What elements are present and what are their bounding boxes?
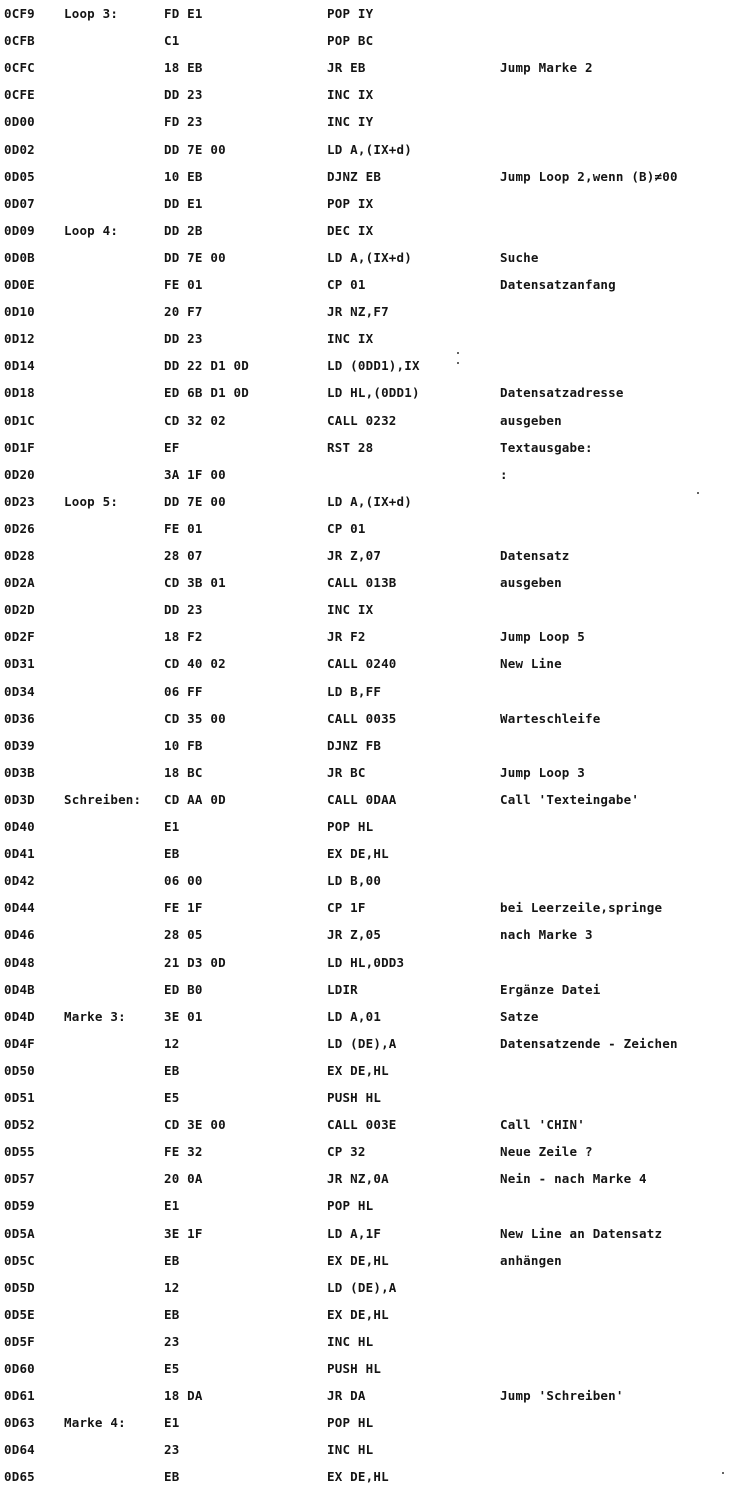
line-address: 0D5F <box>4 1333 35 1349</box>
line-mnemonic: JR EB <box>327 60 366 76</box>
line-mnemonic: INC IX <box>327 602 374 618</box>
line-mnemonic: POP HL <box>327 1198 374 1214</box>
line-address: 0D5E <box>4 1306 35 1322</box>
listing-row <box>0 1086 739 1110</box>
line-comment: : <box>500 466 508 482</box>
line-address: 0D65 <box>4 1469 35 1485</box>
line-opcode-bytes: 28 07 <box>164 548 203 563</box>
line-mnemonic: LD A,(IX+d) <box>327 493 412 509</box>
line-address: 0D5A <box>4 1225 35 1241</box>
line-address: 0D0B <box>4 249 35 265</box>
line-mnemonic: EX DE,HL <box>327 1469 389 1485</box>
line-address: 0D23 <box>4 493 35 509</box>
listing-row <box>0 56 739 80</box>
line-opcode-bytes: EB <box>164 1252 180 1268</box>
line-label: Schreiben: <box>64 791 142 807</box>
line-comment: New Line an Datensatz <box>500 1225 663 1241</box>
line-mnemonic: LD (0DD1),IX <box>327 358 420 374</box>
line-opcode-bytes: 10 FB <box>164 737 203 753</box>
listing-row <box>0 544 739 568</box>
line-opcode-bytes: FE 1F <box>164 900 203 916</box>
line-mnemonic: JR BC <box>327 764 366 780</box>
listing-row <box>0 219 739 243</box>
listing-row <box>0 83 739 107</box>
line-opcode-bytes: DD 7E 00 <box>164 493 226 509</box>
listing-row <box>0 1465 739 1489</box>
line-mnemonic: POP IX <box>327 195 374 211</box>
listing-row <box>0 1330 739 1354</box>
listing-row <box>0 273 739 297</box>
listing-row <box>0 381 739 405</box>
line-mnemonic: JR F2 <box>327 629 366 645</box>
line-opcode-bytes: 12 <box>164 1279 180 1295</box>
line-address: 0D61 <box>4 1388 35 1404</box>
line-opcode-bytes: EB <box>164 1469 180 1485</box>
line-address: 0D1F <box>4 439 35 455</box>
line-mnemonic: INC IX <box>327 87 374 103</box>
line-opcode-bytes: DD 2B <box>164 222 203 238</box>
listing-row <box>0 192 739 216</box>
listing-row <box>0 951 739 975</box>
listing-row <box>0 246 739 270</box>
line-comment: Datensatzende - Zeichen <box>500 1035 678 1051</box>
line-opcode-bytes: 3A 1F 00 <box>164 466 226 482</box>
line-opcode-bytes: 18 DA <box>164 1388 203 1404</box>
line-mnemonic: INC IY <box>327 114 374 130</box>
line-opcode-bytes: DD 23 <box>164 331 203 347</box>
listing-row <box>0 598 739 622</box>
line-address: 0D46 <box>4 927 35 943</box>
line-mnemonic: POP HL <box>327 819 374 834</box>
line-address: 0D2A <box>4 575 35 591</box>
line-mnemonic: JR Z,07 <box>327 548 382 563</box>
line-mnemonic: JR NZ,F7 <box>327 304 389 320</box>
line-mnemonic: CP 01 <box>327 520 366 536</box>
listing-row <box>0 869 739 893</box>
line-address: 0D60 <box>4 1361 35 1376</box>
line-opcode-bytes: CD 3E 00 <box>164 1117 226 1133</box>
line-mnemonic: CP 32 <box>327 1144 366 1160</box>
line-comment: Call 'CHIN' <box>500 1117 585 1133</box>
line-address: 0D40 <box>4 819 35 834</box>
listing-row <box>0 463 739 487</box>
line-address: 0D09 <box>4 222 35 238</box>
line-address: 0D41 <box>4 846 35 862</box>
line-address: 0D52 <box>4 1117 35 1133</box>
line-address: 0D0E <box>4 277 35 292</box>
listing-row <box>0 1276 739 1300</box>
line-mnemonic: CALL 0232 <box>327 412 397 428</box>
line-mnemonic: EX DE,HL <box>327 1062 389 1078</box>
line-address: 0D2F <box>4 629 35 645</box>
line-label: Loop 3: <box>64 6 119 21</box>
line-comment: anhängen <box>500 1252 562 1268</box>
line-comment: Nein - nach Marke 4 <box>500 1171 647 1187</box>
line-opcode-bytes: 23 <box>164 1442 180 1458</box>
listing-row <box>0 896 739 920</box>
line-opcode-bytes: 21 D3 0D <box>164 954 226 970</box>
line-address: 0D02 <box>4 141 35 157</box>
line-opcode-bytes: DD E1 <box>164 195 203 211</box>
line-comment: Call 'Texteingabe' <box>500 791 640 807</box>
line-opcode-bytes: 3E 1F <box>164 1225 203 1241</box>
line-opcode-bytes: C1 <box>164 33 180 49</box>
line-address: 0D63 <box>4 1415 35 1431</box>
line-opcode-bytes: 18 BC <box>164 764 203 780</box>
line-mnemonic: EX DE,HL <box>327 846 389 862</box>
line-opcode-bytes: E1 <box>164 1198 180 1214</box>
line-address: 0D55 <box>4 1144 35 1160</box>
listing-row <box>0 1194 739 1218</box>
line-opcode-bytes: 28 05 <box>164 927 203 943</box>
line-address: 0D2D <box>4 602 35 618</box>
line-opcode-bytes: FE 01 <box>164 277 203 292</box>
line-opcode-bytes: FD E1 <box>164 6 203 21</box>
listing-row <box>0 734 739 758</box>
line-opcode-bytes: CD 40 02 <box>164 656 226 672</box>
listing-row <box>0 409 739 433</box>
listing-row <box>0 1411 739 1435</box>
line-opcode-bytes: EB <box>164 846 180 862</box>
line-address: 0D12 <box>4 331 35 347</box>
line-comment: Warteschleife <box>500 710 601 726</box>
line-address: 0CFB <box>4 33 35 49</box>
line-opcode-bytes: E1 <box>164 1415 180 1431</box>
line-opcode-bytes: 06 00 <box>164 873 203 889</box>
line-opcode-bytes: 20 0A <box>164 1171 203 1187</box>
line-comment: ausgeben <box>500 575 562 591</box>
line-address: 0D4F <box>4 1035 35 1051</box>
line-mnemonic: INC HL <box>327 1333 374 1349</box>
line-opcode-bytes: 12 <box>164 1035 180 1051</box>
listing-row <box>0 1113 739 1137</box>
listing-row <box>0 490 739 514</box>
listing-row <box>0 1384 739 1408</box>
listing-row <box>0 707 739 731</box>
line-comment: Ergänze Datei <box>500 981 601 997</box>
listing-row <box>0 923 739 947</box>
line-comment: Textausgabe: <box>500 439 593 455</box>
listing-row <box>0 29 739 53</box>
line-mnemonic: EX DE,HL <box>327 1252 389 1268</box>
line-opcode-bytes: 20 F7 <box>164 304 203 320</box>
line-label: Loop 5: <box>64 493 119 509</box>
listing-row <box>0 1249 739 1273</box>
listing-row <box>0 1140 739 1164</box>
line-opcode-bytes: DD 7E 00 <box>164 249 226 265</box>
listing-row <box>0 1032 739 1056</box>
listing-row <box>0 625 739 649</box>
line-opcode-bytes: 3E 01 <box>164 1008 203 1024</box>
line-opcode-bytes: ED B0 <box>164 981 203 997</box>
line-opcode-bytes: E5 <box>164 1090 180 1105</box>
line-address: 0D4D <box>4 1008 35 1024</box>
line-mnemonic: PUSH HL <box>327 1361 382 1376</box>
line-opcode-bytes: 23 <box>164 1333 180 1349</box>
line-mnemonic: CP 1F <box>327 900 366 916</box>
line-mnemonic: POP HL <box>327 1415 374 1431</box>
line-mnemonic: LD B,FF <box>327 683 382 699</box>
line-address: 0D59 <box>4 1198 35 1214</box>
line-comment: nach Marke 3 <box>500 927 593 943</box>
line-address: 0CFE <box>4 87 35 103</box>
line-mnemonic: JR DA <box>327 1388 366 1404</box>
listing-row <box>0 436 739 460</box>
line-address: 0CF9 <box>4 6 35 21</box>
listing-row <box>0 652 739 676</box>
line-mnemonic: DEC IX <box>327 222 374 238</box>
listing-row <box>0 2 739 26</box>
line-mnemonic: CALL 0DAA <box>327 791 397 807</box>
line-opcode-bytes: EB <box>164 1062 180 1078</box>
listing-row <box>0 978 739 1002</box>
listing-row <box>0 1303 739 1327</box>
line-opcode-bytes: 18 F2 <box>164 629 203 645</box>
line-opcode-bytes: E1 <box>164 819 180 834</box>
line-opcode-bytes: DD 23 <box>164 87 203 103</box>
line-mnemonic: LDIR <box>327 981 358 997</box>
line-address: 0D5C <box>4 1252 35 1268</box>
line-address: 0D00 <box>4 114 35 130</box>
line-mnemonic: LD A,(IX+d) <box>327 249 412 265</box>
line-opcode-bytes: CD 35 00 <box>164 710 226 726</box>
listing-row <box>0 680 739 704</box>
line-mnemonic: LD A,(IX+d) <box>327 141 412 157</box>
line-comment: Suche <box>500 249 539 265</box>
listing-row <box>0 842 739 866</box>
listing-row <box>0 571 739 595</box>
line-mnemonic: CALL 013B <box>327 575 397 591</box>
line-comment: bei Leerzeile,springe <box>500 900 663 916</box>
line-address: 0D39 <box>4 737 35 753</box>
listing-row <box>0 1167 739 1191</box>
line-mnemonic: POP BC <box>327 33 374 49</box>
line-mnemonic: DJNZ FB <box>327 737 382 753</box>
listing-row <box>0 1059 739 1083</box>
line-opcode-bytes: EB <box>164 1306 180 1322</box>
line-address: 0D3D <box>4 791 35 807</box>
line-opcode-bytes: CD AA 0D <box>164 791 226 807</box>
line-address: 0D28 <box>4 548 35 563</box>
line-address: 0CFC <box>4 60 35 76</box>
line-opcode-bytes: DD 22 D1 0D <box>164 358 249 374</box>
line-address: 0D48 <box>4 954 35 970</box>
line-opcode-bytes: CD 32 02 <box>164 412 226 428</box>
line-mnemonic: CALL 003E <box>327 1117 397 1133</box>
line-address: 0D36 <box>4 710 35 726</box>
line-comment: ausgeben <box>500 412 562 428</box>
listing-row <box>0 1005 739 1029</box>
line-opcode-bytes: DD 23 <box>164 602 203 618</box>
line-address: 0D3B <box>4 764 35 780</box>
line-comment: Datensatz <box>500 548 570 563</box>
line-address: 0D07 <box>4 195 35 211</box>
listing-row <box>0 327 739 351</box>
line-opcode-bytes: 18 EB <box>164 60 203 76</box>
line-mnemonic: JR NZ,0A <box>327 1171 389 1187</box>
line-address: 0D20 <box>4 466 35 482</box>
line-opcode-bytes: FE 32 <box>164 1144 203 1160</box>
line-mnemonic: CP 01 <box>327 277 366 292</box>
line-address: 0D26 <box>4 520 35 536</box>
line-address: 0D18 <box>4 385 35 401</box>
line-label: Marke 3: <box>64 1008 126 1024</box>
line-address: 0D5D <box>4 1279 35 1295</box>
listing-row <box>0 138 739 162</box>
line-mnemonic: LD HL,0DD3 <box>327 954 405 970</box>
line-mnemonic: INC HL <box>327 1442 374 1458</box>
listing-row <box>0 517 739 541</box>
line-opcode-bytes: 06 FF <box>164 683 203 699</box>
line-opcode-bytes: 10 EB <box>164 168 203 184</box>
line-opcode-bytes: FE 01 <box>164 520 203 536</box>
line-mnemonic: LD A,1F <box>327 1225 382 1241</box>
line-label: Loop 4: <box>64 222 119 238</box>
line-comment: Datensatzanfang <box>500 277 616 292</box>
line-mnemonic: POP IY <box>327 6 374 21</box>
line-comment: Satze <box>500 1008 539 1024</box>
line-opcode-bytes: CD 3B 01 <box>164 575 226 591</box>
line-label: Marke 4: <box>64 1415 126 1431</box>
listing-row <box>0 1357 739 1381</box>
line-address: 0D34 <box>4 683 35 699</box>
line-opcode-bytes: ED 6B D1 0D <box>164 385 249 401</box>
line-mnemonic: LD (DE),A <box>327 1279 397 1295</box>
listing-row <box>0 300 739 324</box>
listing-row <box>0 1438 739 1462</box>
listing-row <box>0 110 739 134</box>
line-comment: Jump Loop 5 <box>500 629 585 645</box>
line-mnemonic: DJNZ EB <box>327 168 382 184</box>
line-mnemonic: LD HL,(0DD1) <box>327 385 420 401</box>
line-opcode-bytes: DD 7E 00 <box>164 141 226 157</box>
line-opcode-bytes: EF <box>164 439 180 455</box>
line-comment: Jump Marke 2 <box>500 60 593 76</box>
line-mnemonic: EX DE,HL <box>327 1306 389 1322</box>
listing-row <box>0 165 739 189</box>
line-opcode-bytes: E5 <box>164 1361 180 1376</box>
line-comment: Jump Loop 2,wenn (B)≠00 <box>500 168 678 184</box>
line-address: 0D50 <box>4 1062 35 1078</box>
line-address: 0D31 <box>4 656 35 672</box>
line-mnemonic: INC IX <box>327 331 374 347</box>
line-address: 0D1C <box>4 412 35 428</box>
line-mnemonic: JR Z,05 <box>327 927 382 943</box>
line-comment: Jump 'Schreiben' <box>500 1388 624 1404</box>
listing-row <box>0 354 739 378</box>
line-opcode-bytes: FD 23 <box>164 114 203 130</box>
listing-row <box>0 815 739 839</box>
line-mnemonic: LD A,01 <box>327 1008 382 1024</box>
line-address: 0D57 <box>4 1171 35 1187</box>
listing-row <box>0 761 739 785</box>
line-address: 0D64 <box>4 1442 35 1458</box>
listing-row <box>0 1222 739 1246</box>
line-comment: Jump Loop 3 <box>500 764 585 780</box>
line-mnemonic: CALL 0240 <box>327 656 397 672</box>
line-address: 0D51 <box>4 1090 35 1105</box>
line-address: 0D14 <box>4 358 35 374</box>
line-mnemonic: PUSH HL <box>327 1090 382 1105</box>
line-address: 0D05 <box>4 168 35 184</box>
line-mnemonic: RST 28 <box>327 439 374 455</box>
line-address: 0D10 <box>4 304 35 320</box>
line-address: 0D42 <box>4 873 35 889</box>
listing-row <box>0 788 739 812</box>
line-address: 0D4B <box>4 981 35 997</box>
line-comment: Datensatzadresse <box>500 385 624 401</box>
line-mnemonic: LD B,00 <box>327 873 382 889</box>
line-mnemonic: CALL 0035 <box>327 710 397 726</box>
line-comment: Neue Zeile ? <box>500 1144 593 1160</box>
line-comment: New Line <box>500 656 562 672</box>
line-address: 0D44 <box>4 900 35 916</box>
line-mnemonic: LD (DE),A <box>327 1035 397 1051</box>
